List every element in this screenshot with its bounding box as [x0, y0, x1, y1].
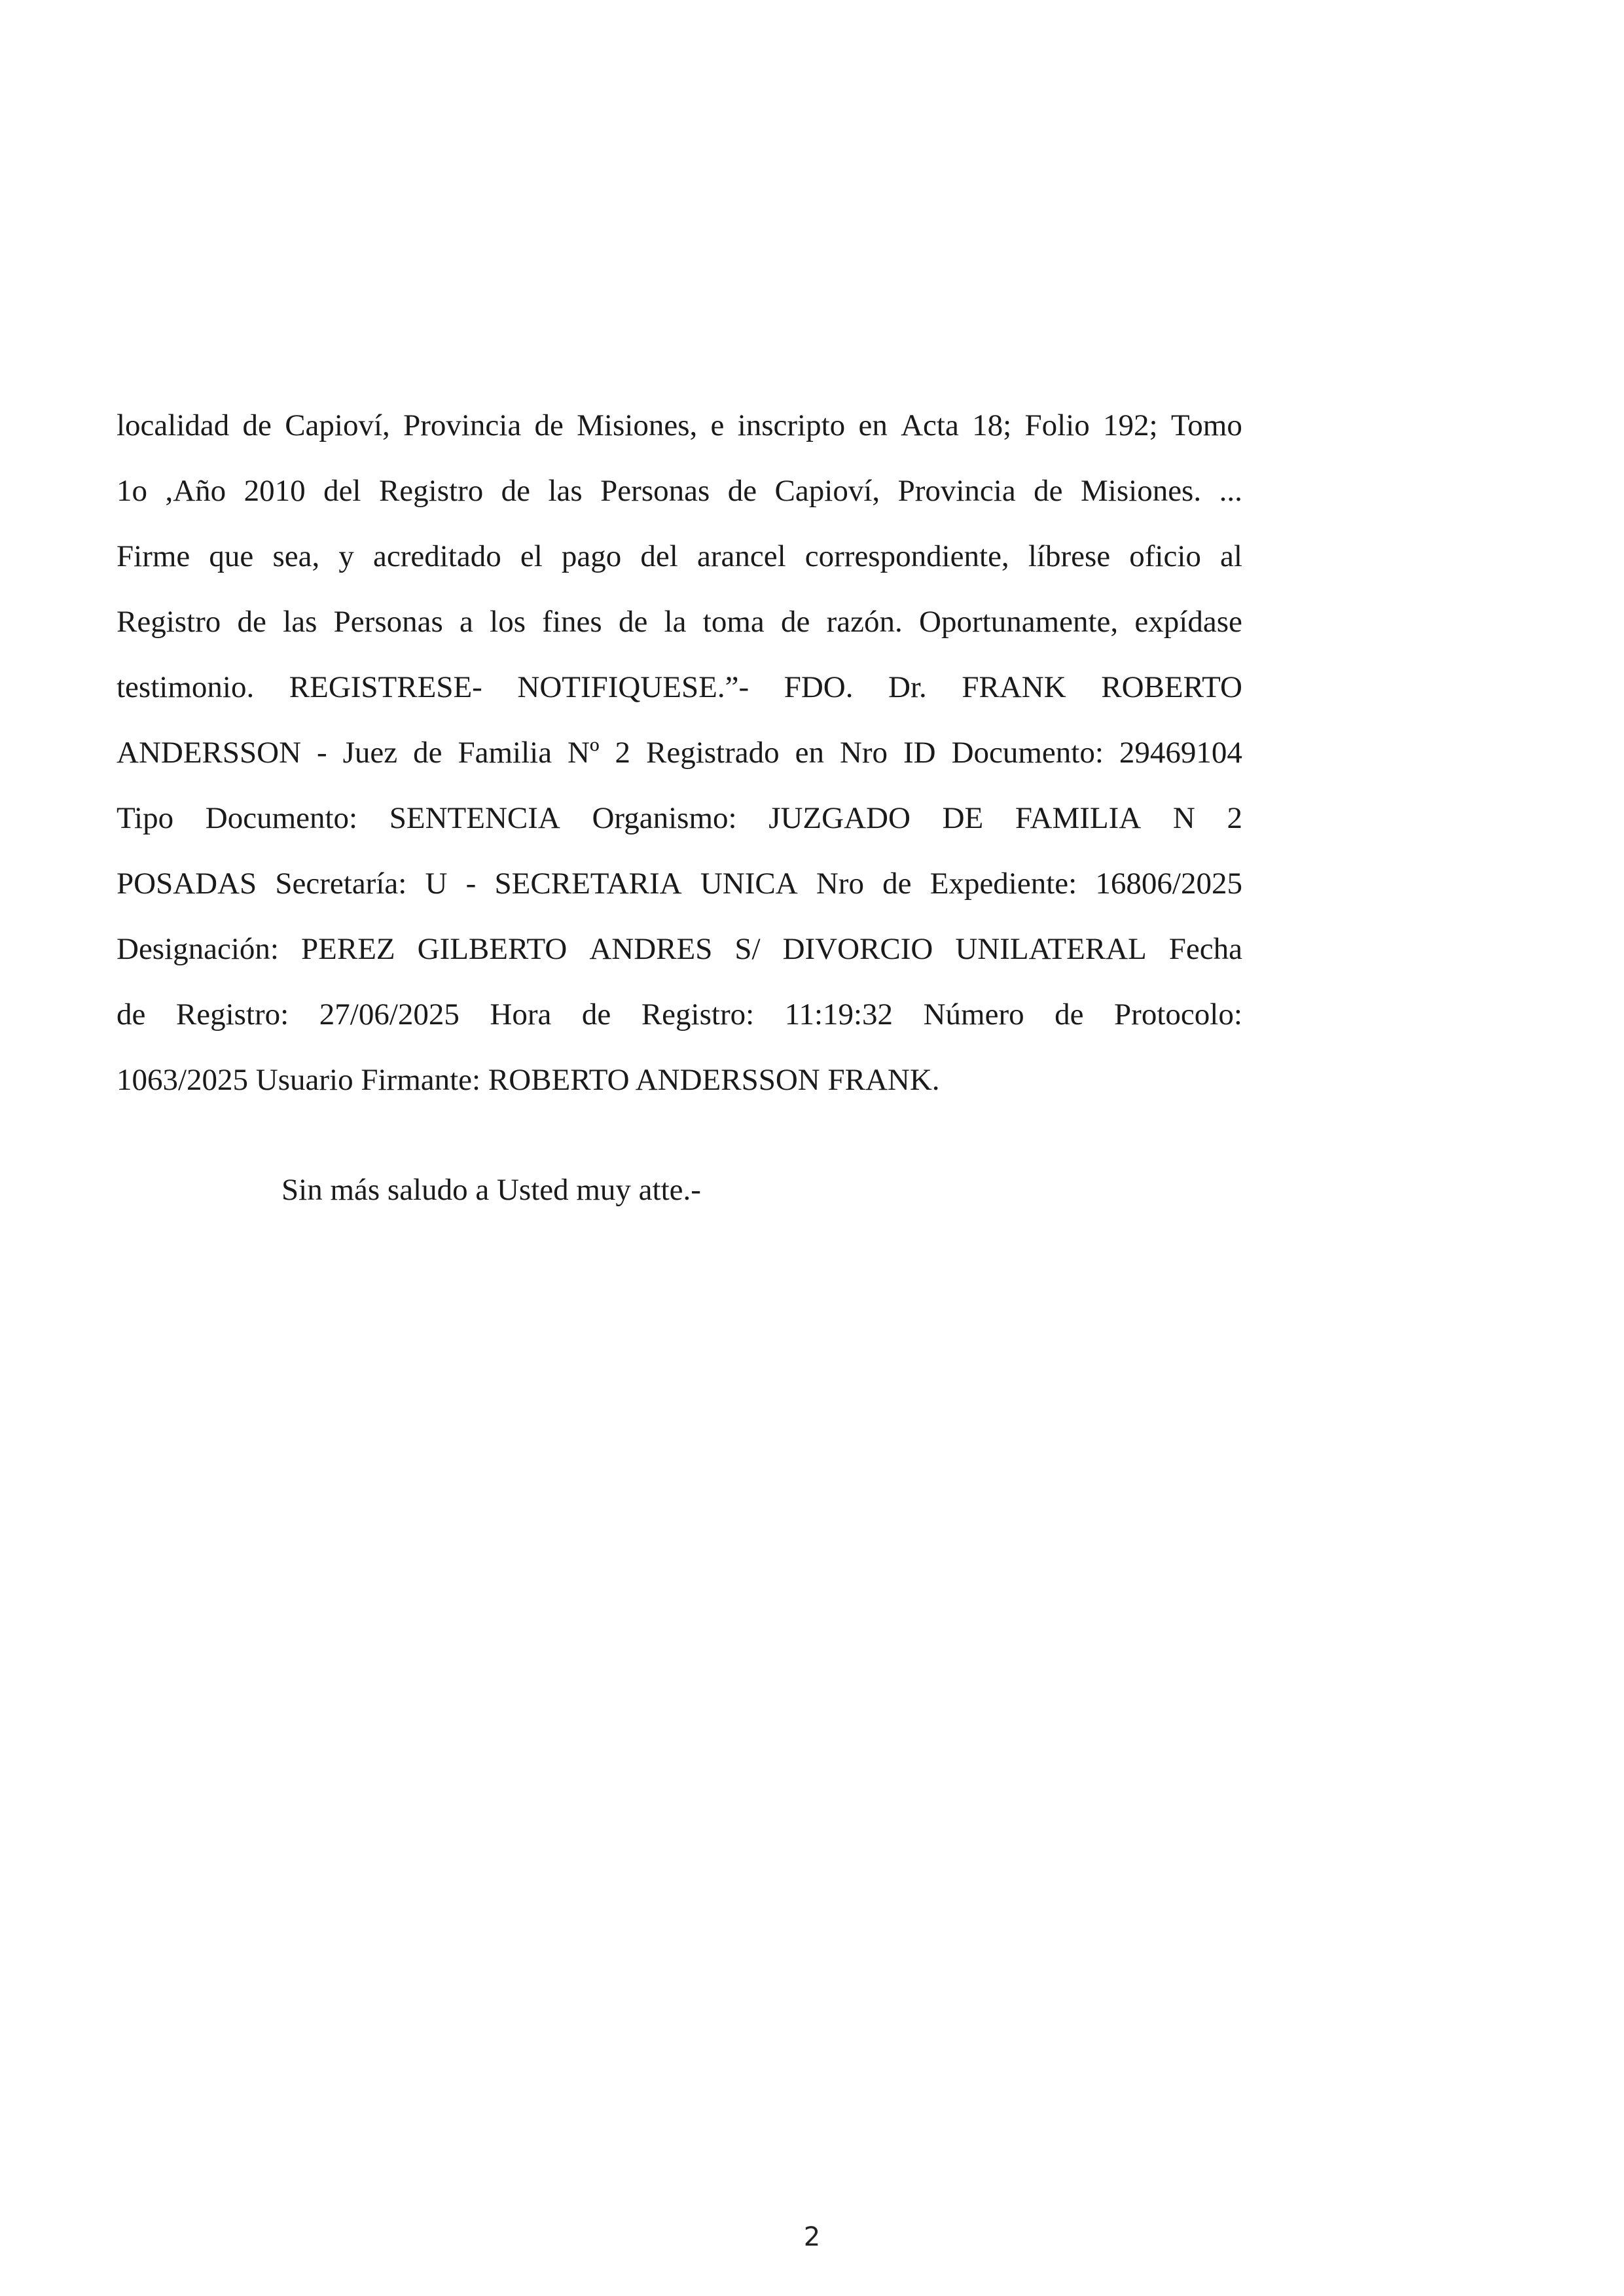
word: razón. — [826, 605, 903, 639]
word: N — [1172, 801, 1195, 835]
word: los — [490, 605, 526, 639]
word: líbrese — [1028, 539, 1111, 573]
word: de — [534, 408, 564, 442]
word: Registro — [117, 605, 221, 639]
word: Registro: — [175, 997, 289, 1031]
word: Tomo — [1170, 408, 1242, 442]
word: Registro — [378, 474, 484, 508]
word: e — [710, 408, 725, 442]
word: de — [413, 736, 442, 770]
word: NOTIFIQUESE.”- — [517, 670, 749, 704]
word: S/ — [734, 932, 761, 966]
word: oficio — [1129, 539, 1201, 573]
word: del — [640, 539, 678, 573]
paragraph-line — [117, 458, 1242, 524]
word: Registrado — [645, 736, 780, 770]
word: Secretaría: — [275, 867, 407, 901]
paragraph-line — [117, 589, 1242, 655]
word: DIVORCIO — [782, 932, 933, 966]
word: UNICA — [700, 867, 798, 901]
word: Documento: — [205, 801, 358, 835]
word: 192; — [1103, 408, 1158, 442]
word: correspondiente, — [804, 539, 1009, 573]
word: de — [1034, 474, 1063, 508]
word: 2 — [1227, 801, 1242, 835]
word: de — [237, 605, 266, 639]
word: Folio — [1024, 408, 1090, 442]
word: de — [618, 605, 648, 639]
word: y — [338, 539, 354, 573]
word: Nº — [568, 736, 600, 770]
word: - — [317, 736, 327, 770]
word: Personas — [333, 605, 443, 639]
word: - — [465, 867, 477, 901]
word: acreditado — [372, 539, 501, 573]
word: 11:19:32 — [784, 997, 893, 1031]
word: ,Año — [165, 474, 226, 508]
word: inscripto — [737, 408, 846, 442]
word: PEREZ — [301, 932, 395, 966]
word: ROBERTO — [1101, 670, 1242, 704]
word: ... — [1219, 474, 1242, 508]
word: expídase — [1134, 605, 1242, 639]
word: 16806/2025 — [1095, 867, 1242, 901]
body-paragraph — [117, 393, 1242, 1113]
closing-salutation: Sin más saludo a Usted muy atte.- — [281, 1173, 701, 1207]
word: de — [581, 997, 611, 1031]
word: al — [1220, 539, 1242, 573]
word: de — [727, 474, 757, 508]
word: de — [501, 474, 531, 508]
word: DE — [942, 801, 984, 835]
word: pago — [561, 539, 622, 573]
paragraph-last-line: 1063/2025 Usuario Firmante: ROBERTO ANDERSSON FRANK. — [117, 1063, 940, 1097]
word: Firme — [117, 539, 190, 573]
word: arancel — [696, 539, 786, 573]
word: 18; — [972, 408, 1012, 442]
word: de — [117, 997, 146, 1031]
word: toma — [702, 605, 765, 639]
word: 1o — [117, 474, 147, 508]
word: las — [548, 474, 583, 508]
word: Número — [923, 997, 1024, 1031]
word: 2 — [615, 736, 631, 770]
word: Fecha — [1168, 932, 1242, 966]
word: Juez — [342, 736, 398, 770]
word: FAMILIA — [1015, 801, 1142, 835]
word: JUZGADO — [768, 801, 911, 835]
paragraph-line — [117, 916, 1242, 982]
word: Organismo: — [592, 801, 737, 835]
word: SENTENCIA — [389, 801, 560, 835]
word: Acta — [901, 408, 959, 442]
word: Personas — [600, 474, 710, 508]
word: Misiones. — [1081, 474, 1202, 508]
paragraph-line — [117, 982, 1242, 1047]
word: REGISTRESE- — [289, 670, 482, 704]
word: Familia — [458, 736, 552, 770]
word: localidad — [117, 408, 230, 442]
word: 2010 — [244, 474, 306, 508]
word: Capioví, — [285, 408, 390, 442]
paragraph-line — [117, 851, 1242, 916]
word: Hora — [490, 997, 552, 1031]
word: a — [460, 605, 473, 639]
word: FDO. — [784, 670, 854, 704]
word: del — [323, 474, 361, 508]
word: ANDERSSON — [117, 736, 302, 770]
word: SECRETARIA — [494, 867, 682, 901]
word: testimonio. — [117, 670, 255, 704]
page-number: 2 — [803, 2222, 821, 2252]
paragraph-line — [117, 720, 1242, 785]
word: que — [209, 539, 254, 573]
word: Nro — [816, 867, 864, 901]
word: POSADAS — [117, 867, 257, 901]
paragraph-line — [117, 393, 1242, 458]
word: las — [283, 605, 317, 639]
word: sea, — [272, 539, 320, 573]
word: ID — [903, 736, 936, 770]
word: de — [1055, 997, 1084, 1031]
word: Dr. — [888, 670, 927, 704]
word: Provincia — [403, 408, 522, 442]
word: GILBERTO — [417, 932, 568, 966]
word: de — [242, 408, 272, 442]
word: Oportunamente, — [919, 605, 1119, 639]
word: en — [858, 408, 888, 442]
word: UNILATERAL — [955, 932, 1147, 966]
word: Protocolo: — [1114, 997, 1242, 1031]
word: fines — [542, 605, 602, 639]
word: 29469104 — [1119, 736, 1242, 770]
word: el — [520, 539, 543, 573]
word: Designación: — [117, 932, 279, 966]
word: Nro — [839, 736, 888, 770]
word: Misiones, — [577, 408, 698, 442]
word: FRANK — [962, 670, 1066, 704]
word: de — [781, 605, 810, 639]
paragraph-line — [117, 524, 1242, 589]
word: la — [664, 605, 687, 639]
word: de — [882, 867, 912, 901]
word: en — [795, 736, 824, 770]
word: Expediente: — [929, 867, 1077, 901]
paragraph-line — [117, 655, 1242, 720]
word: U — [425, 867, 448, 901]
word: Capioví, — [774, 474, 880, 508]
word: 27/06/2025 — [319, 997, 460, 1031]
word: Registro: — [641, 997, 755, 1031]
word: Tipo — [117, 801, 174, 835]
word: Provincia — [897, 474, 1016, 508]
word: ANDRES — [589, 932, 713, 966]
word: Documento: — [951, 736, 1104, 770]
paragraph-line — [117, 785, 1242, 851]
